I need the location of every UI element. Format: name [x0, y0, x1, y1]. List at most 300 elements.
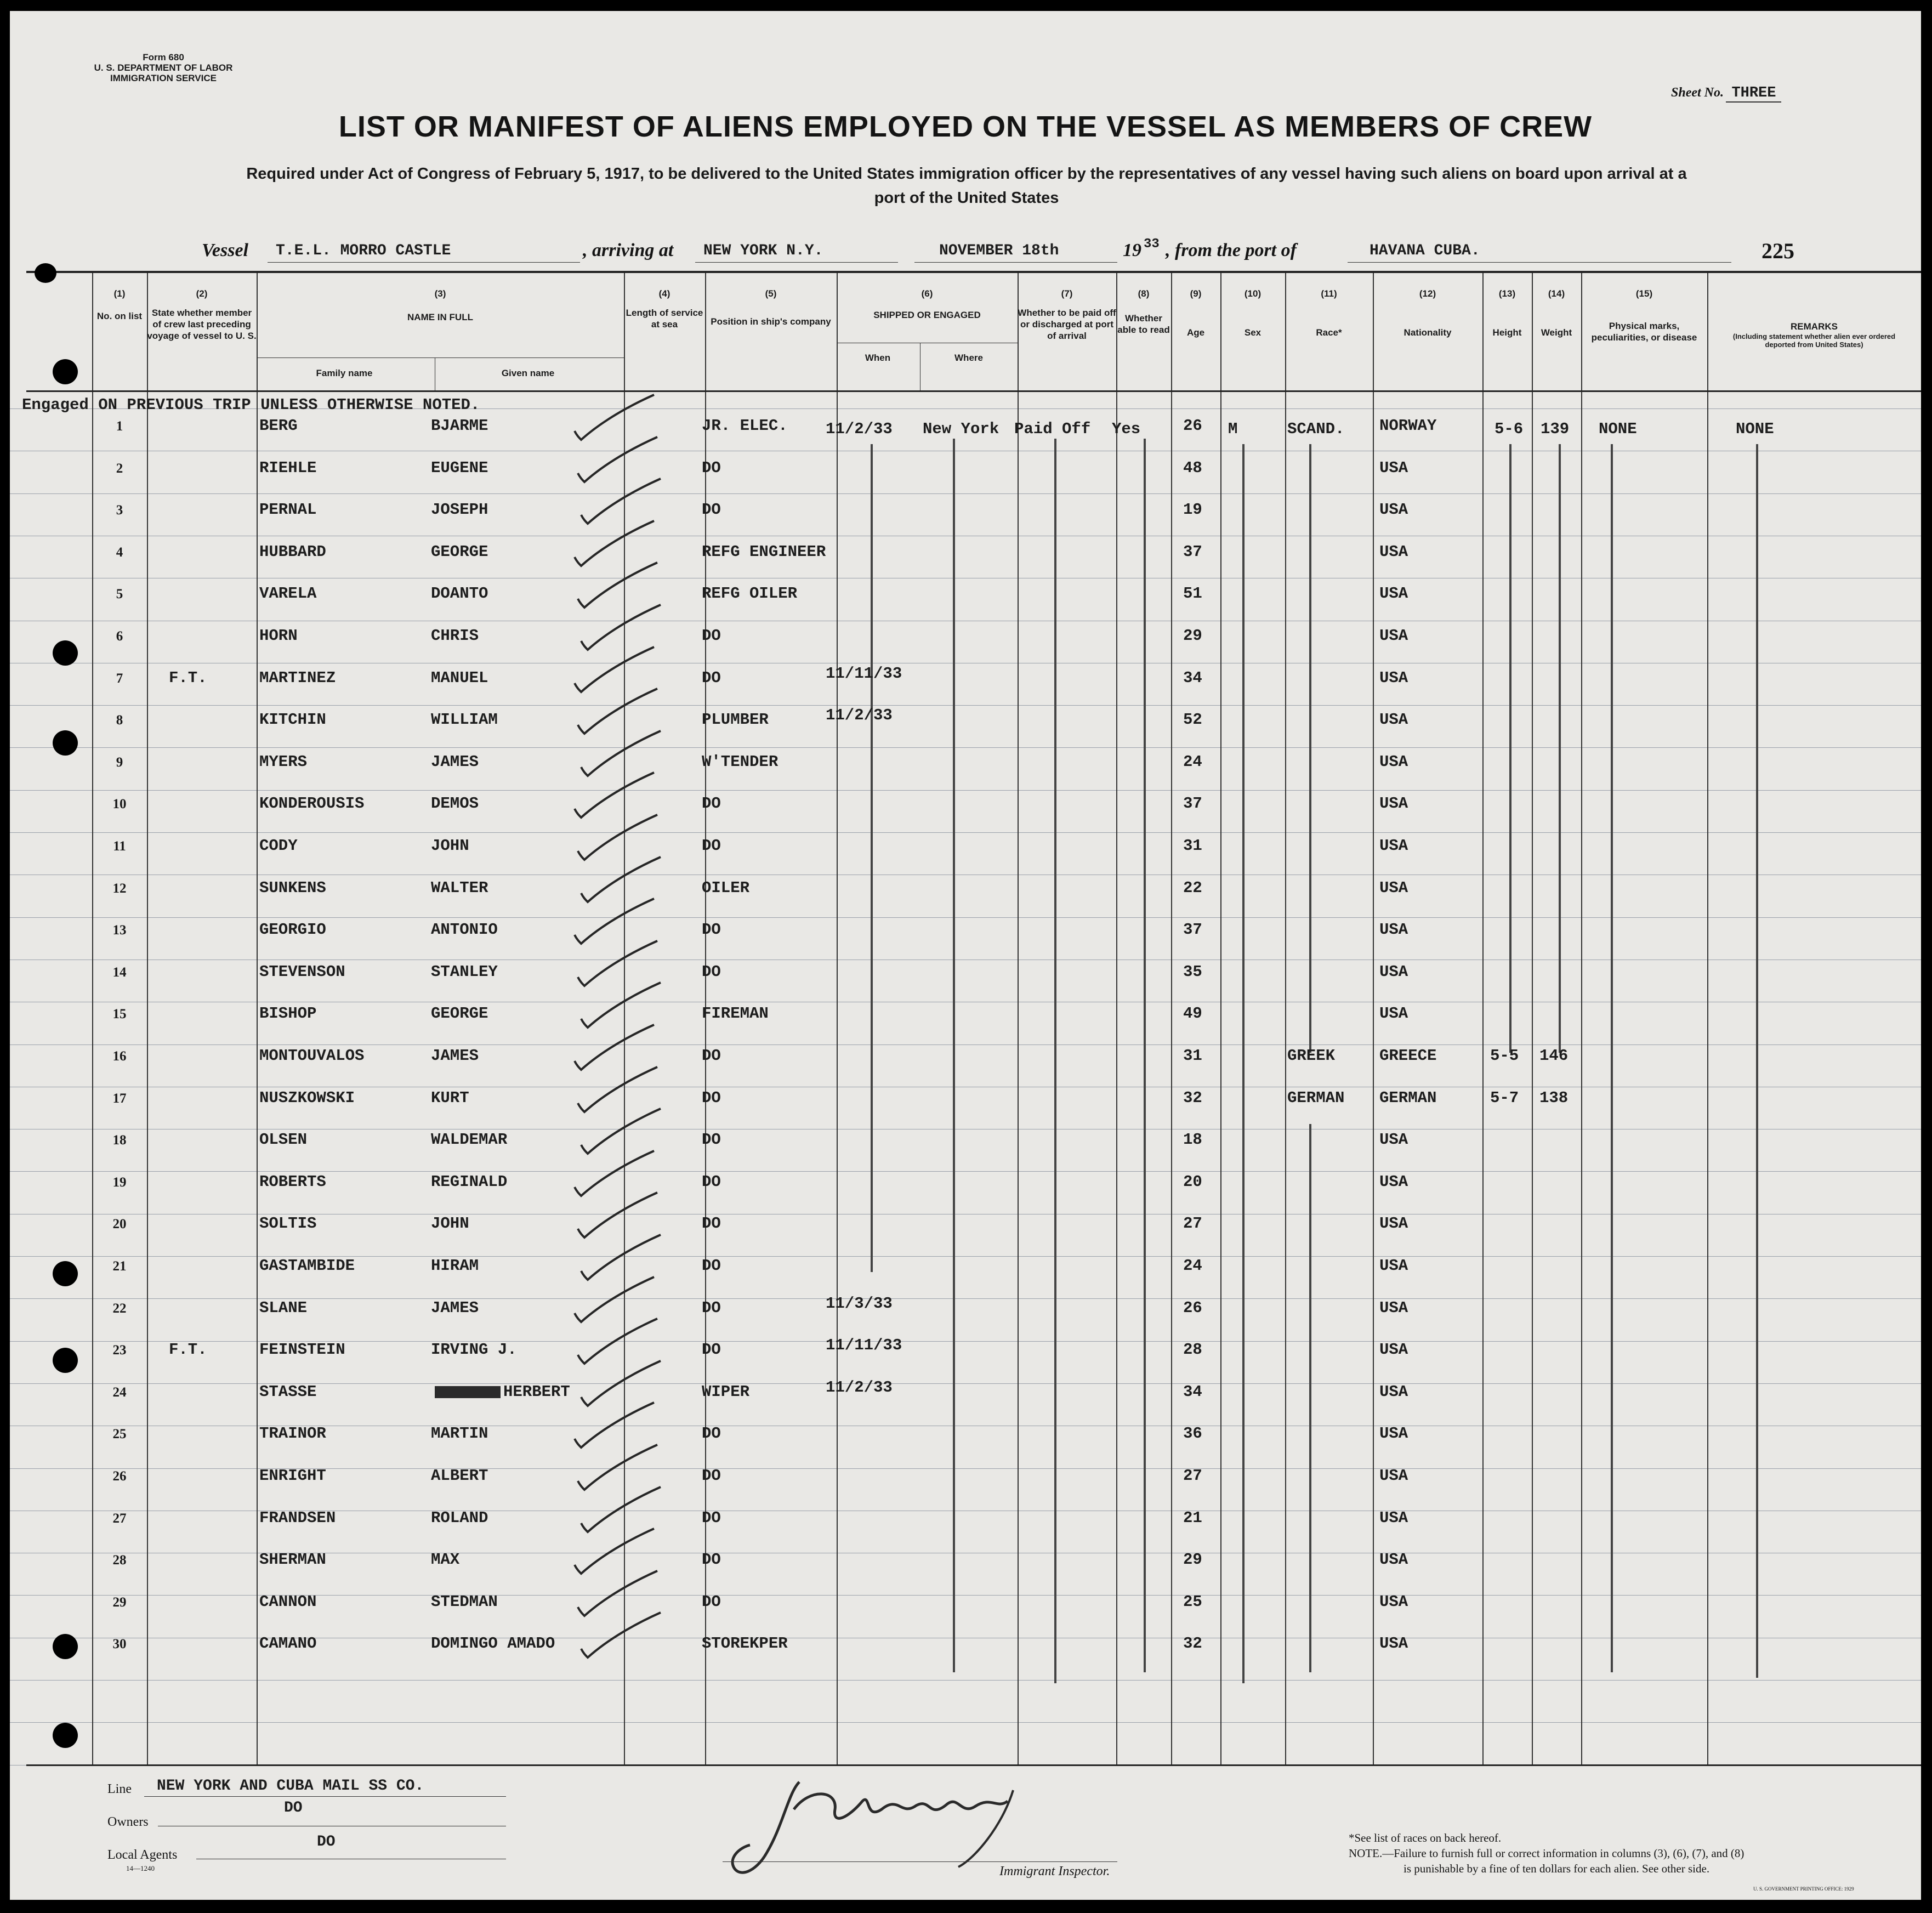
binder-hole	[35, 263, 56, 283]
check-mark	[581, 1487, 661, 1532]
row-given-name: MANUEL	[431, 669, 488, 687]
col-2-label: State whether member of crew last preceding voyage of vessel to U. S.	[147, 308, 257, 341]
row-position: JR. ELEC.	[702, 417, 788, 435]
row-age: 29	[1183, 627, 1202, 645]
check-mark	[575, 1529, 654, 1574]
row-number: 10	[112, 797, 127, 811]
row-age: 52	[1183, 711, 1202, 729]
row-nationality: USA	[1379, 1383, 1408, 1401]
col-14-number: (14)	[1548, 288, 1565, 299]
row-given-name: HIRAM	[431, 1257, 479, 1275]
row-family-name: MYERS	[259, 753, 308, 771]
row-number: 1	[116, 419, 123, 434]
row-nationality: USA	[1379, 879, 1408, 897]
check-mark	[575, 521, 654, 566]
row-age: 34	[1183, 669, 1202, 687]
row-family-name: HUBBARD	[259, 543, 326, 561]
row-nationality: USA	[1379, 501, 1408, 519]
row-number: 9	[116, 755, 123, 770]
row-position: DO	[702, 501, 721, 519]
row-family-name: STEVENSON	[259, 963, 345, 981]
row-given-name: WILLIAM	[431, 711, 498, 729]
row-number: 19	[112, 1175, 127, 1190]
row-family-name: STASSE	[259, 1383, 317, 1401]
row-nationality: USA	[1379, 584, 1408, 603]
row-given-name: BJARME	[431, 417, 488, 435]
check-mark	[575, 395, 654, 440]
row-position: DO	[702, 1509, 721, 1527]
row-age: 32	[1183, 1634, 1202, 1653]
col-8-label: Whether able to read	[1117, 313, 1170, 335]
row-state: F.T.	[169, 669, 207, 687]
row-number: 11	[113, 839, 126, 854]
row-1-weight: 139	[1541, 420, 1570, 438]
row-number: 3	[116, 503, 123, 518]
check-mark	[581, 983, 661, 1028]
col-1-number: (1)	[113, 288, 126, 299]
row-position: DO	[702, 1131, 721, 1149]
page-number: 225	[1761, 239, 1794, 263]
note-fine-cont: is punishable by a fine of ten dollars for each alien. See other side.	[1403, 1862, 1710, 1875]
row-age: 26	[1183, 1299, 1202, 1317]
row-number: 20	[112, 1217, 127, 1231]
row-nationality: USA	[1379, 1173, 1408, 1191]
row-nationality: USA	[1379, 1509, 1408, 1527]
row-when: 11/11/33	[826, 665, 902, 683]
check-mark	[581, 479, 661, 524]
row-position: DO	[702, 1551, 721, 1569]
row-nationality: USA	[1379, 1131, 1408, 1149]
row-age: 19	[1183, 501, 1202, 519]
check-mark	[581, 1613, 661, 1657]
row-given-name: IRVING J.	[431, 1341, 517, 1359]
row-weight: 138	[1539, 1089, 1569, 1107]
vessel-name: T.E.L. MORRO CASTLE	[276, 242, 451, 259]
col-9-label: Age	[1186, 327, 1205, 338]
row-family-name: KONDEROUSIS	[259, 794, 365, 813]
row-nationality: USA	[1379, 1593, 1408, 1611]
row-family-name: SOLTIS	[259, 1214, 317, 1233]
row-nationality: USA	[1379, 1467, 1408, 1485]
col-3a-header: Family name	[316, 368, 373, 378]
row-age: 37	[1183, 794, 1202, 813]
row-age: 34	[1183, 1383, 1202, 1401]
row-nationality: USA	[1379, 1214, 1408, 1233]
row-number: 16	[112, 1049, 127, 1064]
row-age: 27	[1183, 1214, 1202, 1233]
check-mark	[578, 1445, 657, 1490]
row-position: STOREKPER	[702, 1634, 788, 1653]
row-family-name: ROBERTS	[259, 1173, 326, 1191]
subtitle-line-1: Required under Act of Congress of February 5, 1917, to be delivered to the United States immigration officer by the representatives of any vessel having such aliens on board upon arrival at a	[246, 165, 1687, 183]
row-height: 5-7	[1490, 1089, 1519, 1107]
check-mark	[581, 605, 661, 650]
row-age: 24	[1183, 753, 1202, 771]
check-mark	[578, 1571, 657, 1616]
col-6a-header: When	[865, 353, 891, 363]
row-given-name: JAMES	[431, 753, 479, 771]
row-nationality: USA	[1379, 1004, 1408, 1023]
row-number: 23	[112, 1343, 127, 1358]
row-given-name: STANLEY	[431, 963, 498, 981]
row-age: 31	[1183, 1047, 1202, 1065]
col-11-number: (11)	[1321, 288, 1337, 299]
row-given-name: HERBERT	[503, 1383, 570, 1401]
row-family-name: BISHOP	[259, 1004, 317, 1023]
row-age: 37	[1183, 921, 1202, 939]
row-given-name: DEMOS	[431, 794, 479, 813]
row-1-read: Yes	[1112, 420, 1141, 438]
row-given-name: GEORGE	[431, 1004, 488, 1023]
row-age: 21	[1183, 1509, 1202, 1527]
year-value: 33	[1144, 237, 1160, 252]
row-number: 7	[116, 671, 123, 686]
row-family-name: PERNAL	[259, 501, 317, 519]
binder-hole	[53, 359, 78, 384]
row-given-name: JAMES	[431, 1299, 479, 1317]
check-mark	[581, 1361, 661, 1406]
check-mark	[575, 1025, 654, 1070]
row-race: GERMAN	[1287, 1089, 1345, 1107]
owners-value: DO	[284, 1800, 303, 1817]
row-family-name: NUSZKOWSKI	[259, 1089, 355, 1107]
row-number: 21	[112, 1259, 127, 1274]
row-number: 27	[112, 1511, 127, 1526]
col-15-number: (15)	[1635, 288, 1653, 299]
row-number: 12	[112, 881, 127, 896]
row-number: 17	[112, 1091, 127, 1106]
row-number: 28	[112, 1553, 127, 1568]
form-dept: U. S. DEPARTMENT OF LABOR	[94, 63, 233, 73]
row-family-name: RIEHLE	[259, 459, 317, 477]
note-fine: NOTE.—Failure to furnish full or correct information in columns (3), (6), (7), and (8)	[1349, 1847, 1745, 1860]
row-family-name: GEORGIO	[259, 921, 326, 939]
row-position: DO	[702, 1047, 721, 1065]
row-when: 11/11/33	[826, 1336, 902, 1354]
row-number: 14	[112, 965, 127, 980]
row-age: 24	[1183, 1257, 1202, 1275]
row-nationality: USA	[1379, 837, 1408, 855]
col-8-number: (8)	[1138, 288, 1150, 299]
row-nationality: USA	[1379, 627, 1408, 645]
col-13-label: Height	[1492, 327, 1522, 338]
row-age: 25	[1183, 1593, 1202, 1611]
check-mark	[575, 773, 654, 818]
check-mark	[575, 1277, 654, 1322]
row-number: 4	[116, 545, 123, 560]
row-given-name: REGINALD	[431, 1173, 508, 1191]
row-position: DO	[702, 1257, 721, 1275]
check-mark	[578, 815, 657, 860]
row-family-name: OLSEN	[259, 1131, 308, 1149]
row-nationality: USA	[1379, 1257, 1408, 1275]
row-nationality: USA	[1379, 794, 1408, 813]
row-family-name: BERG	[259, 417, 298, 435]
row-when: 11/3/33	[826, 1295, 893, 1313]
check-mark	[578, 563, 657, 608]
col-12-label: Nationality	[1403, 327, 1452, 338]
row-1-marks: NONE	[1599, 420, 1637, 438]
row-number: 26	[112, 1469, 127, 1484]
row-number: 25	[112, 1427, 127, 1441]
form-code: 14—1240	[126, 1864, 155, 1872]
row-family-name: FRANDSEN	[259, 1509, 336, 1527]
note-races: *See list of races on back hereof.	[1349, 1831, 1502, 1844]
row-age: 22	[1183, 879, 1202, 897]
row-age: 28	[1183, 1341, 1202, 1359]
row-family-name: CAMANO	[259, 1634, 317, 1653]
row-age: 29	[1183, 1551, 1202, 1569]
row-position: FIREMAN	[702, 1004, 769, 1023]
row-family-name: MONTOUVALOS	[259, 1047, 365, 1065]
row-position: DO	[702, 1299, 721, 1317]
row-1-paid-off: Paid Off	[1014, 420, 1091, 438]
row-age: 32	[1183, 1089, 1202, 1107]
binder-hole	[53, 730, 78, 756]
engaged-note: Engaged ON PREVIOUS TRIP UNLESS OTHERWISE NOTED.	[22, 396, 480, 414]
col-11-label: Race*	[1316, 327, 1342, 338]
col-4-label: Length of service at sea	[626, 308, 703, 330]
row-position: DO	[702, 627, 721, 645]
col-3b-header: Given name	[501, 368, 555, 378]
row-position: DO	[702, 963, 721, 981]
col-1-label: No. on list	[96, 311, 143, 321]
vessel-label: Vessel	[202, 240, 248, 260]
row-age: 27	[1183, 1467, 1202, 1485]
check-mark	[575, 1151, 654, 1196]
row-age: 48	[1183, 459, 1202, 477]
row-age: 36	[1183, 1424, 1202, 1443]
row-position: DO	[702, 1593, 721, 1611]
row-nationality: USA	[1379, 543, 1408, 561]
row-position: DO	[702, 794, 721, 813]
manifest-title: LIST OR MANIFEST OF ALIENS EMPLOYED ON THE VESSEL AS MEMBERS OF CREW	[338, 110, 1593, 143]
row-number: 18	[112, 1133, 127, 1148]
row-number: 5	[116, 587, 123, 601]
row-number: 2	[116, 461, 123, 476]
row-given-name: JOHN	[431, 837, 469, 855]
row-given-name: DOMINGO AMADO	[431, 1634, 555, 1653]
col-6b-header: Where	[954, 353, 983, 363]
row-nationality: USA	[1379, 963, 1408, 981]
row-nationality: USA	[1379, 459, 1408, 477]
row-family-name: CODY	[259, 837, 298, 855]
col-16-label: REMARKS	[1791, 321, 1838, 332]
row-position: PLUMBER	[702, 711, 769, 729]
col-13-number: (13)	[1498, 288, 1516, 299]
col-3-label: NAME IN FULL	[407, 312, 473, 322]
row-given-name: DOANTO	[431, 584, 488, 603]
check-mark	[575, 647, 654, 692]
sheet-no-value: THREE	[1726, 85, 1781, 103]
row-number: 22	[112, 1301, 127, 1316]
row-age: 35	[1183, 963, 1202, 981]
binder-hole	[53, 1348, 78, 1373]
row-nationality: GERMAN	[1379, 1089, 1437, 1107]
row-given-name: WALTER	[431, 879, 488, 897]
binder-hole	[53, 1634, 78, 1659]
subtitle-line-2: port of the United States	[874, 189, 1059, 207]
check-mark	[575, 899, 654, 944]
row-given-name: ROLAND	[431, 1509, 488, 1527]
row-age: 49	[1183, 1004, 1202, 1023]
printer-imprint: U. S. GOVERNMENT PRINTING OFFICE: 1929	[1753, 1886, 1854, 1892]
row-family-name: ENRIGHT	[259, 1467, 326, 1485]
row-given-name: EUGENE	[431, 459, 488, 477]
line-value: NEW YORK AND CUBA MAIL SS CO.	[157, 1778, 424, 1795]
row-position: DO	[702, 459, 721, 477]
row-nationality: USA	[1379, 711, 1408, 729]
row-weight: 146	[1539, 1047, 1569, 1065]
col-4-number: (4)	[658, 288, 670, 299]
row-position: W'TENDER	[702, 753, 779, 771]
col-12-number: (12)	[1419, 288, 1436, 299]
col-15-label: Physical marks, peculiarities, or disease	[1591, 321, 1697, 343]
row-position: DO	[702, 669, 721, 687]
arriving-port: NEW YORK N.Y.	[703, 242, 823, 259]
check-mark	[578, 1067, 657, 1112]
row-number: 15	[112, 1007, 127, 1021]
row-number: 24	[112, 1385, 127, 1400]
row-given-name: ALBERT	[431, 1467, 488, 1485]
row-1-where: New York	[923, 420, 999, 438]
row-height: 5-5	[1490, 1047, 1519, 1065]
row-number: 30	[112, 1637, 127, 1651]
row-family-name: MARTINEZ	[259, 669, 336, 687]
col-6-label: SHIPPED OR ENGAGED	[873, 310, 981, 320]
col-16-sublabel: (Including statement whether alien ever ordered deported from United States)	[1732, 332, 1896, 349]
row-given-name: WALDEMAR	[431, 1131, 508, 1149]
check-marks	[10, 11, 1921, 1900]
row-position: DO	[702, 1173, 721, 1191]
row-number: 29	[112, 1595, 127, 1610]
row-position: DO	[702, 1424, 721, 1443]
col-2-number: (2)	[196, 288, 208, 299]
row-family-name: SLANE	[259, 1299, 308, 1317]
row-position: REFG ENGINEER	[702, 543, 826, 561]
manifest-sheet	[10, 11, 1921, 1900]
from-label: , from the port of	[1166, 240, 1297, 260]
row-age: 37	[1183, 543, 1202, 561]
row-family-name: HORN	[259, 627, 298, 645]
agents-label: Local Agents	[107, 1848, 178, 1862]
owners-label: Owners	[107, 1815, 149, 1829]
col-6-number: (6)	[921, 288, 933, 299]
check-mark	[578, 1193, 657, 1238]
row-position: WIPER	[702, 1383, 750, 1401]
row-given-name: JOSEPH	[431, 501, 488, 519]
check-mark	[581, 731, 661, 776]
col-3-number: (3)	[434, 288, 446, 299]
row-when: 11/2/33	[826, 1378, 893, 1397]
row-position: DO	[702, 1089, 721, 1107]
row-given-name: KURT	[431, 1089, 469, 1107]
footer-notes	[1349, 1830, 1744, 1876]
row-position: OILER	[702, 879, 750, 897]
row-when: 11/2/33	[826, 706, 893, 724]
form-number: Form 680	[143, 52, 184, 63]
check-mark	[581, 1109, 661, 1154]
col-10-number: (10)	[1244, 288, 1262, 299]
row-age: 26	[1183, 417, 1202, 435]
row-position: DO	[702, 1341, 721, 1359]
row-nationality: USA	[1379, 1341, 1408, 1359]
row-family-name: FEINSTEIN	[259, 1341, 345, 1359]
binder-hole	[53, 1723, 78, 1748]
row-number: 13	[112, 923, 127, 938]
row-nationality: USA	[1379, 753, 1408, 771]
arriving-label: , arriving at	[583, 240, 674, 260]
row-1-sex: M	[1228, 420, 1238, 438]
row-1-when: 11/2/33	[826, 420, 893, 438]
row-age: 51	[1183, 584, 1202, 603]
check-mark	[581, 1235, 661, 1280]
row-nationality: USA	[1379, 1634, 1408, 1653]
row-1-height: 5-6	[1495, 420, 1524, 438]
line-label: Line	[107, 1782, 132, 1796]
row-nationality: NORWAY	[1379, 417, 1437, 435]
row-race: GREEK	[1287, 1047, 1336, 1065]
row-1-race: SCAND.	[1287, 420, 1345, 438]
arrival-date: NOVEMBER 18th	[939, 242, 1059, 259]
row-given-name: STEDMAN	[431, 1593, 498, 1611]
row-family-name: CANNON	[259, 1593, 317, 1611]
from-port: HAVANA CUBA.	[1370, 242, 1480, 259]
row-given-name: JAMES	[431, 1047, 479, 1065]
row-position: DO	[702, 1214, 721, 1233]
row-family-name: KITCHIN	[259, 711, 326, 729]
row-given-name: JOHN	[431, 1214, 469, 1233]
sheet-no-label: Sheet No.	[1671, 86, 1724, 100]
agents-value: DO	[317, 1833, 336, 1850]
row-number: 6	[116, 629, 123, 644]
check-mark	[578, 941, 657, 986]
check-mark	[578, 437, 657, 482]
row-age: 20	[1183, 1173, 1202, 1191]
row-family-name: SHERMAN	[259, 1551, 326, 1569]
check-mark	[575, 1403, 654, 1447]
year-prefix: 19	[1123, 240, 1141, 260]
row-age: 18	[1183, 1131, 1202, 1149]
row-position: REFG OILER	[702, 584, 798, 603]
inspector-label: Immigrant Inspector.	[999, 1864, 1110, 1878]
row-nationality: USA	[1379, 1551, 1408, 1569]
row-state: F.T.	[169, 1341, 207, 1359]
row-given-name: CHRIS	[431, 627, 479, 645]
row-family-name: VARELA	[259, 584, 317, 603]
col-10-label: Sex	[1244, 327, 1262, 338]
col-7-label: Whether to be paid off or discharged at port of arrival	[1018, 308, 1116, 341]
row-family-name: GASTAMBIDE	[259, 1257, 355, 1275]
row-position: DO	[702, 837, 721, 855]
col-9-number: (9)	[1190, 288, 1202, 299]
row-family-name: TRAINOR	[259, 1424, 326, 1443]
check-mark	[578, 1319, 657, 1364]
row-given-name: ANTONIO	[431, 921, 498, 939]
row-position: DO	[702, 921, 721, 939]
row-family-name: SUNKENS	[259, 879, 326, 897]
col-5-label: Position in ship's company	[711, 316, 831, 327]
row-number: 8	[116, 713, 123, 728]
form-service: IMMIGRATION SERVICE	[110, 73, 217, 83]
row-nationality: GREECE	[1379, 1047, 1437, 1065]
row-nationality: USA	[1379, 1424, 1408, 1443]
row-age: 31	[1183, 837, 1202, 855]
binder-hole	[53, 640, 78, 666]
row-position: DO	[702, 1467, 721, 1485]
row-given-name: MAX	[431, 1551, 460, 1569]
col-5-number: (5)	[765, 288, 777, 299]
